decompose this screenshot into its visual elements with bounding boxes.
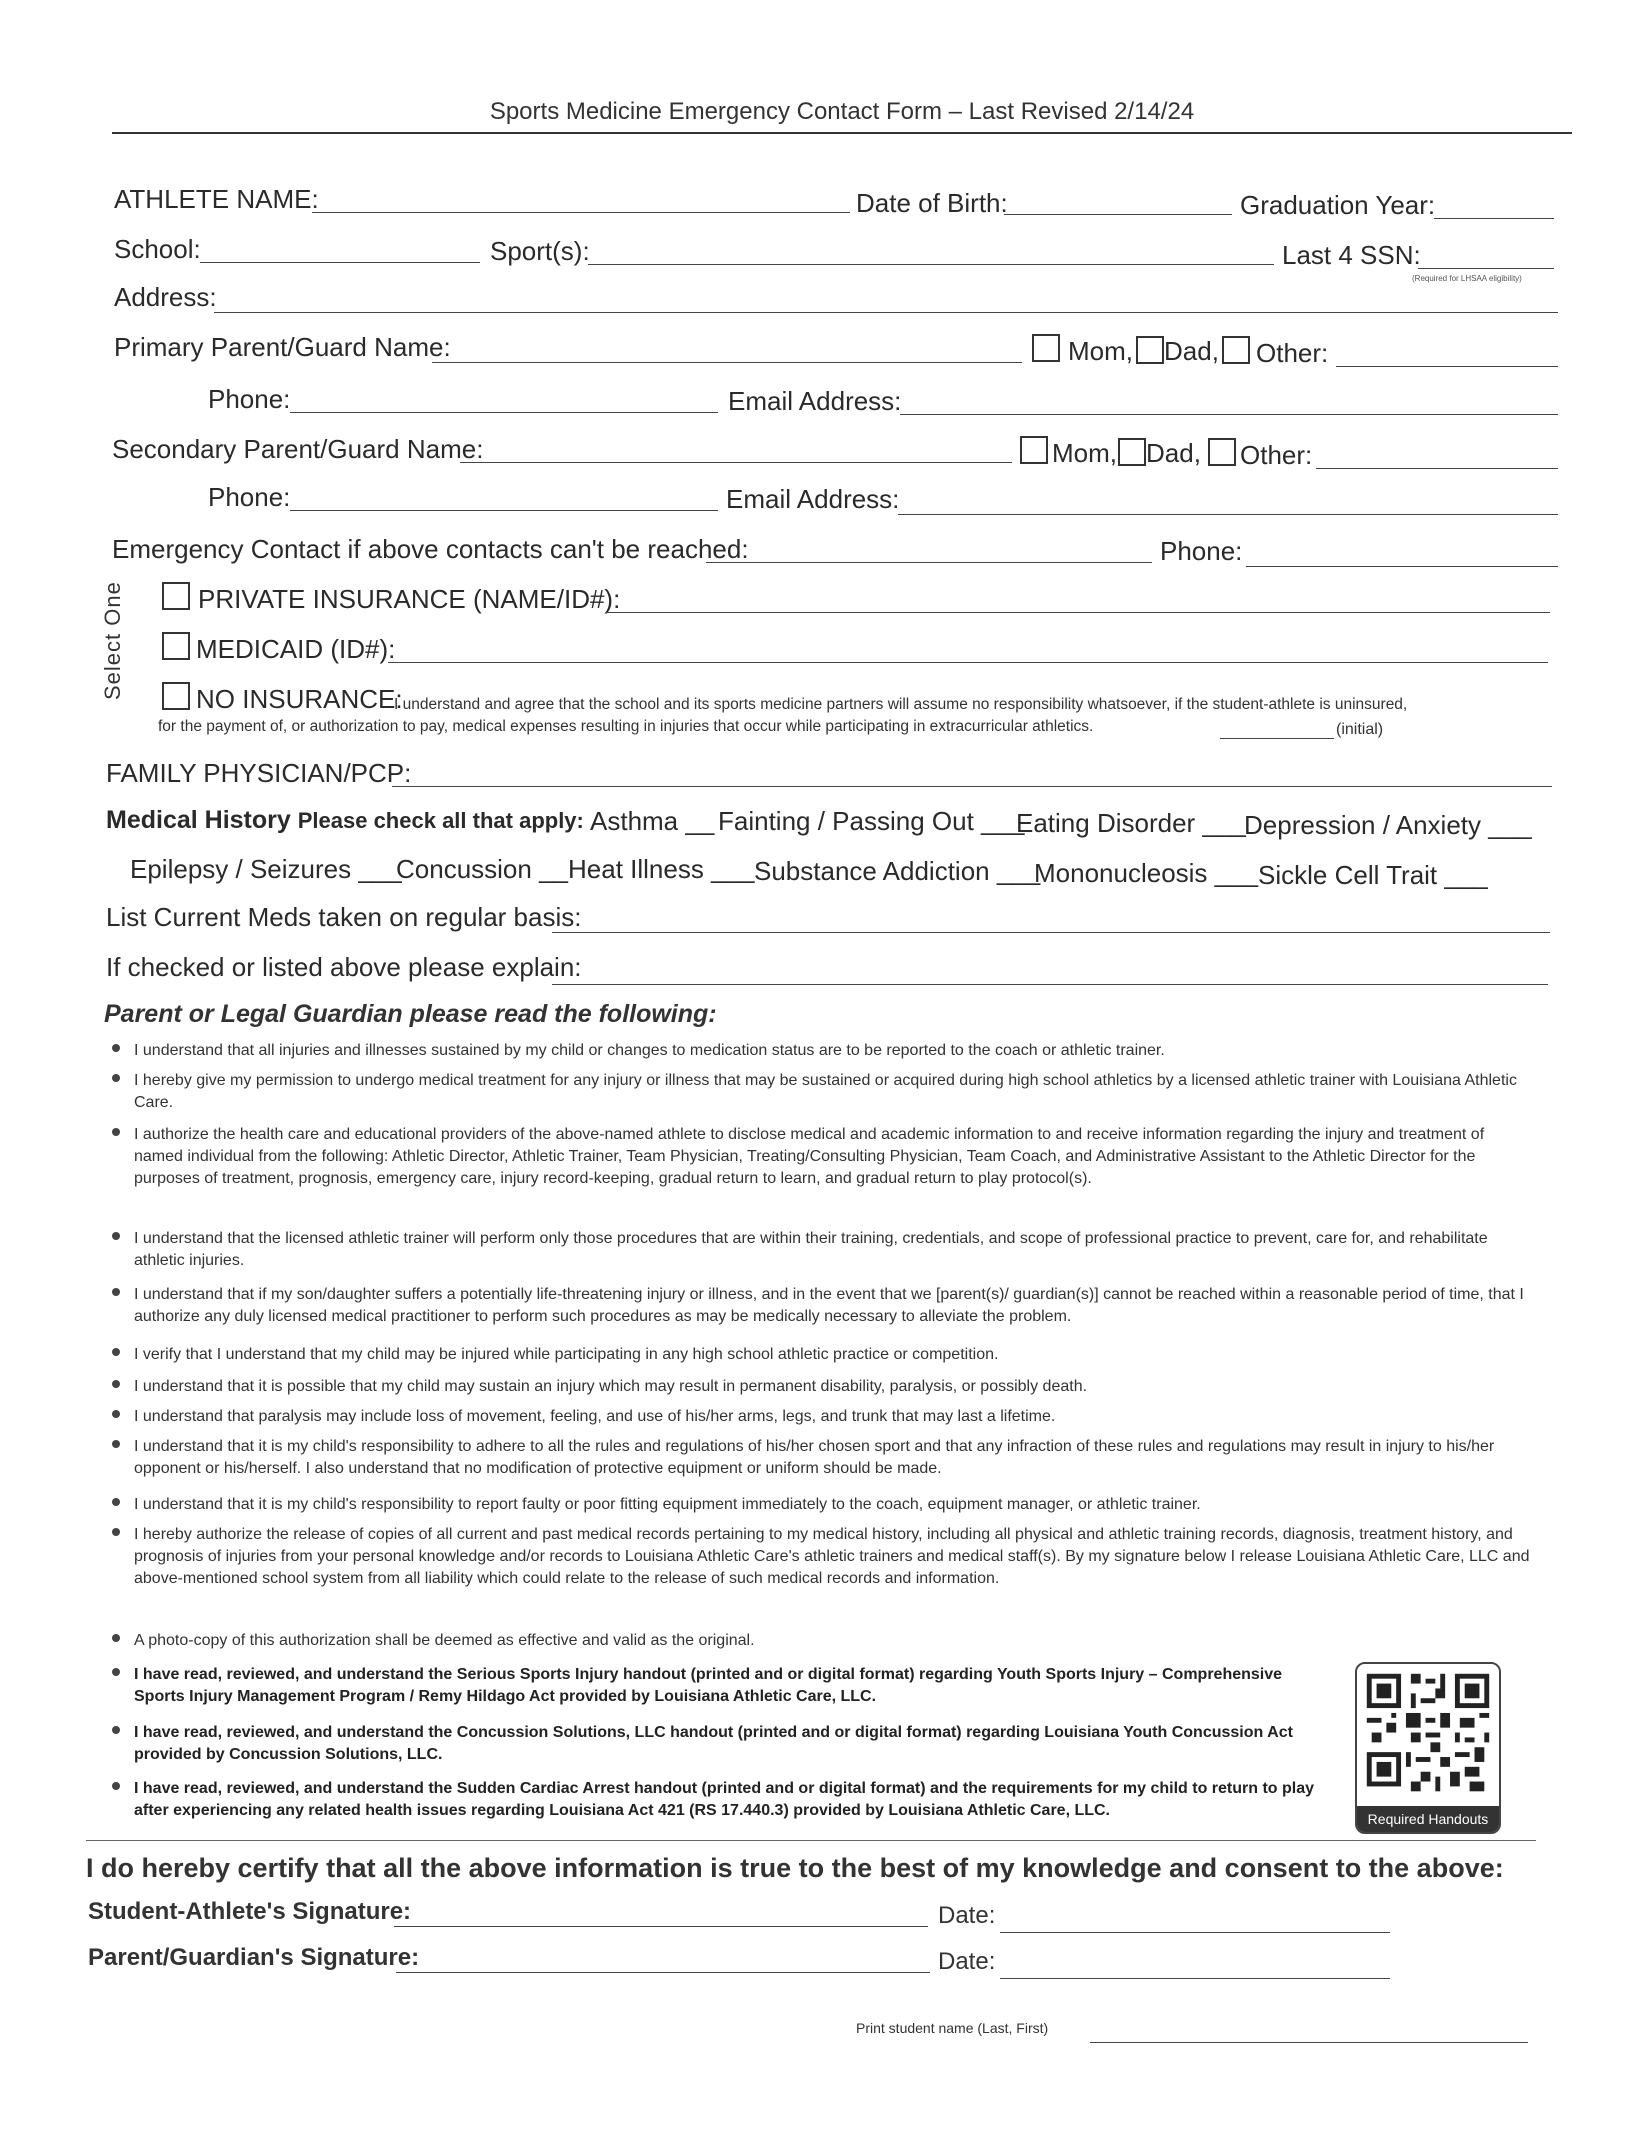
no-insurance-label: NO INSURANCE: — [196, 684, 403, 714]
student-date-line[interactable] — [1000, 1932, 1390, 1933]
guardian-heading: Parent or Legal Guardian please read the following: — [104, 1000, 717, 1028]
primary-mom-checkbox[interactable] — [1032, 334, 1060, 362]
form-title: Sports Medicine Emergency Contact Form – Last Revised 2/14/24 — [489, 98, 1195, 125]
condition-depression[interactable]: Depression / Anxiety ___ — [1244, 810, 1532, 840]
handout-bullet — [112, 1722, 1312, 1766]
secondary-phone-line[interactable] — [290, 510, 718, 511]
school-line[interactable] — [200, 262, 480, 263]
guardian-bullet — [112, 1494, 1532, 1516]
emergency-contact-label: Emergency Contact if above contacts can't be reached: — [112, 534, 749, 564]
student-signature-label: Student-Athlete's Signature: — [88, 1898, 412, 1925]
bullet-dot — [112, 1288, 120, 1296]
meds-label: List Current Meds taken on regular basis: — [106, 902, 582, 932]
section-rule — [86, 1840, 1536, 1841]
no-insurance-text-1: I understand and agree that the school and its sports medicine partners will assume no responsibility whatsoever, if the student-athlete is uninsured, — [394, 696, 1408, 713]
bullet-dot — [112, 1128, 120, 1136]
print-name-line[interactable] — [1090, 2042, 1528, 2043]
bullet-text: I hereby give my permission to undergo medical treatment for any injury or illness that may be sustained or acquired during high school athletics by a licensed athletic trainer with Louisiana Athletic Care. — [134, 1072, 1517, 1111]
primary-phone-label: Phone: — [208, 384, 291, 414]
parent-date-line[interactable] — [1000, 1978, 1390, 1979]
parent-signature-label: Parent/Guardian's Signature: — [88, 1944, 420, 1971]
bullet-text: I understand that it is my child's responsibility to report faulty or poor fitting equipment immediately to the coach, equipment manager, or athletic trainer. — [134, 1496, 1201, 1513]
guardian-bullet — [112, 1524, 1532, 1590]
primary-phone-line[interactable] — [290, 412, 718, 413]
bullet-dot — [112, 1044, 120, 1052]
medicaid-line[interactable] — [388, 662, 1548, 663]
grad-year-line[interactable] — [1434, 218, 1554, 219]
qr-caption: Required Handouts — [1357, 1806, 1499, 1832]
guardian-bullet — [112, 1284, 1532, 1328]
handout-bullet — [112, 1664, 1312, 1708]
primary-other-checkbox[interactable] — [1222, 336, 1250, 364]
bullet-dot — [112, 1528, 120, 1536]
medical-history-instruction: Please check all that apply: — [297, 808, 584, 833]
secondary-mom-label: Mom, — [1052, 438, 1117, 468]
condition-asthma[interactable]: Asthma __ — [590, 806, 715, 836]
school-label: School: — [114, 234, 201, 264]
address-line[interactable] — [214, 312, 1558, 313]
guardian-bullet — [112, 1070, 1532, 1114]
bullet-dot — [112, 1348, 120, 1356]
family-physician-line[interactable] — [392, 786, 1552, 787]
guardian-bullet — [112, 1228, 1532, 1272]
bullet-dot — [112, 1380, 120, 1388]
condition-eating-disorder[interactable]: Eating Disorder ___ — [1016, 808, 1246, 838]
bullet-text: I understand that the licensed athletic trainer will perform only those procedures that are within their training, credentials, and scope of professional practice to prevent, care for, and rehabilitate athletic injuries. — [134, 1230, 1488, 1269]
bullet-dot — [112, 1634, 120, 1642]
emergency-phone-line[interactable] — [1246, 566, 1558, 567]
bullet-dot — [112, 1668, 120, 1676]
secondary-dad-label: Dad, — [1146, 438, 1201, 468]
secondary-phone-label: Phone: — [208, 482, 291, 512]
guardian-bullet — [112, 1630, 1532, 1652]
student-signature-line[interactable] — [394, 1926, 928, 1927]
condition-sickle-cell[interactable]: Sickle Cell Trait ___ — [1258, 860, 1488, 890]
primary-mom-label: Mom, — [1068, 336, 1133, 366]
primary-parent-line[interactable] — [432, 362, 1022, 363]
primary-dad-label: Dad, — [1164, 336, 1219, 366]
medicaid-checkbox[interactable] — [162, 632, 190, 660]
medical-history-heading — [106, 808, 584, 833]
dob-label: Date of Birth: — [856, 188, 1008, 218]
secondary-other-label: Other: — [1240, 440, 1313, 470]
parent-date-label: Date: — [938, 1948, 996, 1975]
ssn-label: Last 4 SSN: — [1282, 240, 1421, 270]
bullet-text: I understand that it is my child's responsibility to adhere to all the rules and regulations of his/her chosen sport and that any infraction of these rules and regulations may result in injury to his/her opponent or his/herself. I also understand that no modification of protective equipment or uniform should be made. — [134, 1438, 1495, 1477]
sports-label: Sport(s): — [490, 236, 590, 266]
bullet-dot — [112, 1726, 120, 1734]
qr-code-icon — [1357, 1664, 1499, 1806]
no-insurance-initial-label: (initial) — [1336, 721, 1384, 738]
bullet-text: I understand that all injuries and illnesses sustained by my child or changes to medication status are to be reported to the coach or athletic trainer. — [134, 1042, 1165, 1059]
guardian-bullet — [112, 1040, 1532, 1062]
bullet-text: I authorize the health care and educational providers of the above-named athlete to disclose medical and academic information to and receive information regarding the injury and treatment of named individual from the following: Athletic Director, Athletic Trainer, Team Physician, Treating/Consulting Physician, Team Coach, and Administrative Assistant to the Athletic Director for the purposes of treatment, prognosis, emergency care, injury record-keeping, gradual return to learn, and gradual return to play protocol(s). — [134, 1126, 1485, 1187]
condition-fainting[interactable]: Fainting / Passing Out ___ — [718, 806, 1025, 836]
print-name-label: Print student name (Last, First) — [856, 2020, 1049, 2036]
primary-email-label: Email Address: — [728, 386, 902, 416]
certification-statement: I do hereby certify that all the above information is true to the best of my knowledge and consent to the above: — [86, 1853, 1504, 1883]
secondary-other-line[interactable] — [1316, 468, 1558, 469]
medicaid-label: MEDICAID (ID#): — [196, 634, 396, 664]
select-one-label: Select One — [100, 581, 125, 700]
sports-line[interactable] — [588, 264, 1274, 265]
required-handouts-qr[interactable] — [1355, 1662, 1501, 1834]
condition-concussion[interactable]: Concussion __ — [396, 854, 568, 884]
emergency-phone-label: Phone: — [1160, 536, 1243, 566]
private-insurance-checkbox[interactable] — [162, 582, 190, 610]
condition-heat-illness[interactable]: Heat Illness ___ — [568, 854, 755, 884]
header-rule — [112, 132, 1572, 134]
ssn-line[interactable] — [1418, 268, 1554, 269]
meds-line[interactable] — [552, 932, 1550, 933]
bullet-text: I have read, reviewed, and understand the Sudden Cardiac Arrest handout (printed and or digital format) and the requirements for my child to return to play after experiencing any related health issues regarding Louisiana Act 421 (RS 17.440.3) provided by Louisiana Athletic Care, LLC. — [134, 1780, 1315, 1819]
emergency-contact-line[interactable] — [706, 562, 1152, 563]
ssn-note: (Required for LHSAA eligibility) — [1412, 274, 1522, 283]
family-physician-label: FAMILY PHYSICIAN/PCP: — [106, 758, 412, 788]
primary-dad-checkbox[interactable] — [1136, 336, 1164, 364]
secondary-parent-line[interactable] — [460, 462, 1012, 463]
bullet-dot — [112, 1782, 120, 1790]
bullet-text: I have read, reviewed, and understand the Concussion Solutions, LLC handout (printed and or digital format) regarding Louisiana Youth Concussion Act provided by Concussion Solutions, LLC. — [134, 1724, 1293, 1763]
bullet-text: I have read, reviewed, and understand the Serious Sports Injury handout (printed and or digital format) regarding Youth Sports Injury – Comprehensive Sports Injury Management Program / Remy Hildago Act provided by Louisiana Athletic Care, LLC. — [134, 1666, 1283, 1705]
secondary-other-checkbox[interactable] — [1208, 438, 1236, 466]
athlete-name-line[interactable] — [312, 212, 850, 213]
guardian-bullet — [112, 1344, 1532, 1366]
secondary-parent-label: Secondary Parent/Guard Name: — [112, 434, 484, 464]
no-insurance-initial-line[interactable] — [1220, 738, 1334, 739]
bullet-text: I verify that I understand that my child may be injured while participating in any high school athletic practice or competition. — [134, 1346, 999, 1363]
condition-mono[interactable]: Mononucleosis ___ — [1034, 858, 1259, 888]
guardian-bullet — [112, 1406, 1532, 1428]
no-insurance-text-2: for the payment of, or authorization to pay, medical expenses resulting in injuries that occur while participating in extracurricular athletics. — [158, 718, 1094, 735]
guardian-bullet — [112, 1124, 1532, 1190]
guardian-bullet — [112, 1436, 1532, 1480]
private-insurance-label: PRIVATE INSURANCE (NAME/ID#): — [198, 584, 621, 614]
grad-year-label: Graduation Year: — [1240, 190, 1436, 220]
bullet-text: A photo-copy of this authorization shall be deemed as effective and valid as the original. — [134, 1632, 755, 1649]
bullet-text: I hereby authorize the release of copies of all current and past medical records pertaining to my medical history, including all physical and athletic training records, diagnosis, treatment history, and prognosis of injuries from your personal knowledge and/or records to Louisiana Athletic Care's athletic trainers and medical staff(s). By my signature below I release Louisiana Athletic Care, LLC and above-mentioned school system from all liability which could relate to the release of such medical records and information. — [134, 1526, 1530, 1587]
handout-bullet — [112, 1778, 1332, 1822]
condition-epilepsy[interactable]: Epilepsy / Seizures ___ — [130, 854, 402, 884]
medical-history-title: Medical History — [106, 806, 291, 834]
bullet-text: I understand that paralysis may include loss of movement, feeling, and use of his/her arms, legs, and trunk that may last a lifetime. — [134, 1408, 1056, 1425]
no-insurance-checkbox[interactable] — [162, 682, 190, 710]
primary-email-line[interactable] — [900, 414, 1558, 415]
primary-other-label: Other: — [1256, 338, 1329, 368]
primary-parent-label: Primary Parent/Guard Name: — [114, 332, 451, 362]
condition-substance[interactable]: Substance Addiction ___ — [754, 856, 1041, 886]
bullet-dot — [112, 1074, 120, 1082]
explain-label: If checked or listed above please explain: — [106, 952, 582, 982]
secondary-dad-checkbox[interactable] — [1118, 438, 1146, 466]
address-label: Address: — [114, 282, 217, 312]
bullet-dot — [112, 1410, 120, 1418]
bullet-dot — [112, 1440, 120, 1448]
bullet-dot — [112, 1232, 120, 1240]
bullet-text: I understand that it is possible that my child may sustain an injury which may result in permanent disability, paralysis, or possibly death. — [134, 1378, 1088, 1395]
private-insurance-line[interactable] — [606, 612, 1550, 613]
guardian-bullet — [112, 1376, 1532, 1398]
athlete-name-label: ATHLETE NAME: — [114, 184, 319, 214]
student-date-label: Date: — [938, 1902, 996, 1929]
bullet-text: I understand that if my son/daughter suffers a potentially life-threatening injury or illness, and in the event that we [parent(s)/ guardian(s)] cannot be reached within a reasonable period of time, that I authorize any duly licensed medical practitioner to perform such procedures as may be medically necessary to alleviate the problem. — [134, 1286, 1524, 1325]
secondary-email-line[interactable] — [898, 514, 1558, 515]
primary-other-line[interactable] — [1336, 366, 1558, 367]
parent-signature-line[interactable] — [396, 1972, 930, 1973]
secondary-mom-checkbox[interactable] — [1020, 436, 1048, 464]
dob-line[interactable] — [1004, 214, 1232, 215]
bullet-dot — [112, 1498, 120, 1506]
explain-line[interactable] — [552, 984, 1548, 985]
secondary-email-label: Email Address: — [726, 484, 900, 514]
